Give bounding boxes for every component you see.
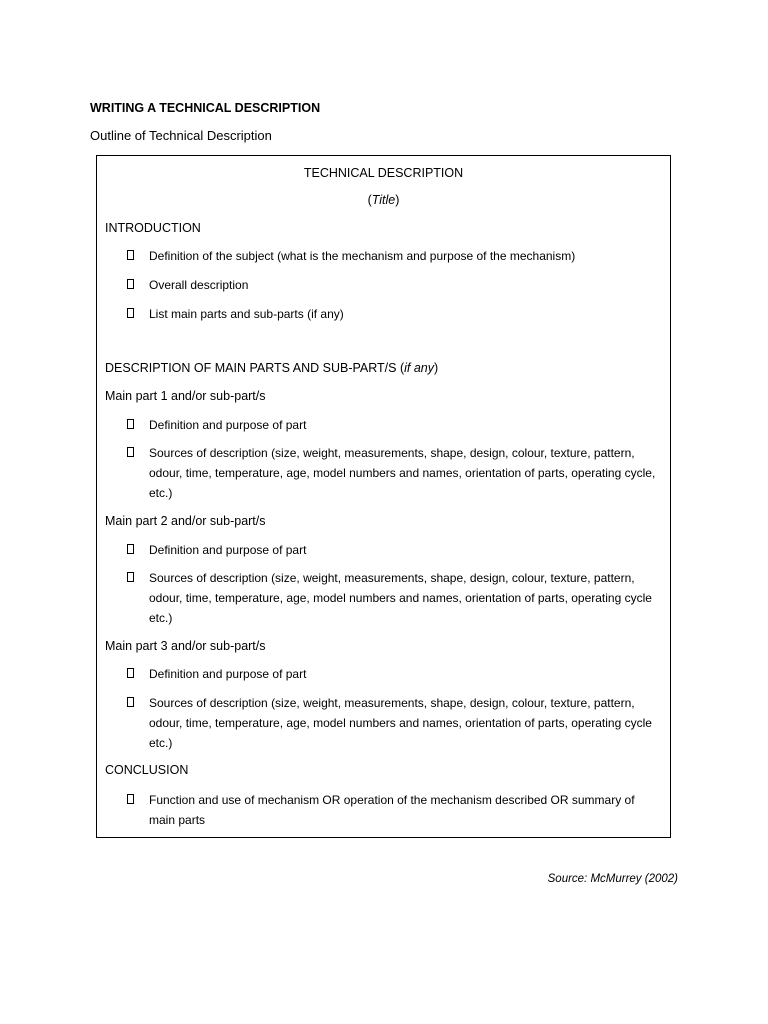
list-item [127, 304, 662, 324]
list-item-text: Function and use of mechanism OR operation of the mechanism described OR summary of main parts [149, 793, 635, 827]
list-item [127, 664, 662, 684]
list-item [127, 275, 662, 295]
list-item-text: Sources of description (size, weight, measurements, shape, design, colour, texture, pattern, odour, time, temperature, age, model numbers and names, orientation of parts, operating cycle etc.) [149, 571, 652, 625]
section-main-parts: DESCRIPTION OF MAIN PARTS AND SUB-PART/S (if any) [105, 361, 439, 375]
list-item-text: Sources of description (size, weight, measurements, shape, design, colour, texture, pattern, odour, time, temperature, age, model numbers and names, orientation of parts, operating cycle, etc.) [149, 446, 656, 500]
checkbox-bullet-icon [127, 668, 134, 678]
source-citation: Source: McMurrey (2002) [547, 873, 678, 885]
list-item-text: Definition and purpose of part [149, 543, 307, 557]
section-conclusion: CONCLUSION [105, 763, 189, 777]
checkbox-bullet-icon [127, 794, 134, 804]
list-item-text: Sources of description (size, weight, measurements, shape, design, colour, texture, pattern, odour, time, temperature, age, model numbers and names, orientation of parts, operating cycle etc.) [149, 696, 652, 750]
section-introduction: INTRODUCTION [105, 221, 201, 235]
checkbox-bullet-icon [127, 697, 134, 707]
checkbox-bullet-icon [127, 250, 134, 260]
list-item-text: Definition and purpose of part [149, 667, 307, 681]
list-item-text: List main parts and sub-parts (if any) [149, 307, 344, 321]
section-main-parts-label: DESCRIPTION OF MAIN PARTS AND SUB-PART/S [105, 361, 397, 375]
checkbox-bullet-icon [127, 447, 134, 457]
section-main-parts-note: if any [404, 361, 435, 375]
list-item-text: Definition and purpose of part [149, 418, 307, 432]
list-item-text: Definition of the subject (what is the mechanism and purpose of the mechanism) [149, 249, 576, 263]
main-part-1-label: Main part 1 and/or sub-part/s [105, 389, 266, 403]
title-placeholder-text: Title [371, 193, 396, 207]
checkbox-bullet-icon [127, 544, 134, 554]
list-item [127, 443, 662, 503]
main-part-2-label: Main part 2 and/or sub-part/s [105, 514, 266, 528]
document-heading: WRITING A TECHNICAL DESCRIPTION [90, 101, 321, 115]
main-part-3-label: Main part 3 and/or sub-part/s [105, 639, 266, 653]
document-subheading: Outline of Technical Description [90, 128, 272, 143]
list-item [127, 693, 662, 753]
list-item [127, 246, 662, 266]
checkbox-bullet-icon [127, 572, 134, 582]
outline-title-placeholder: (Title) [367, 193, 400, 207]
list-item [127, 540, 662, 560]
outline-title: TECHNICAL DESCRIPTION [303, 166, 464, 180]
list-item [127, 415, 662, 435]
list-item-text: Overall description [149, 278, 249, 292]
checkbox-bullet-icon [127, 419, 134, 429]
outline-box [96, 155, 671, 838]
list-item [127, 790, 662, 830]
list-item [127, 568, 662, 628]
checkbox-bullet-icon [127, 308, 134, 318]
checkbox-bullet-icon [127, 279, 134, 289]
